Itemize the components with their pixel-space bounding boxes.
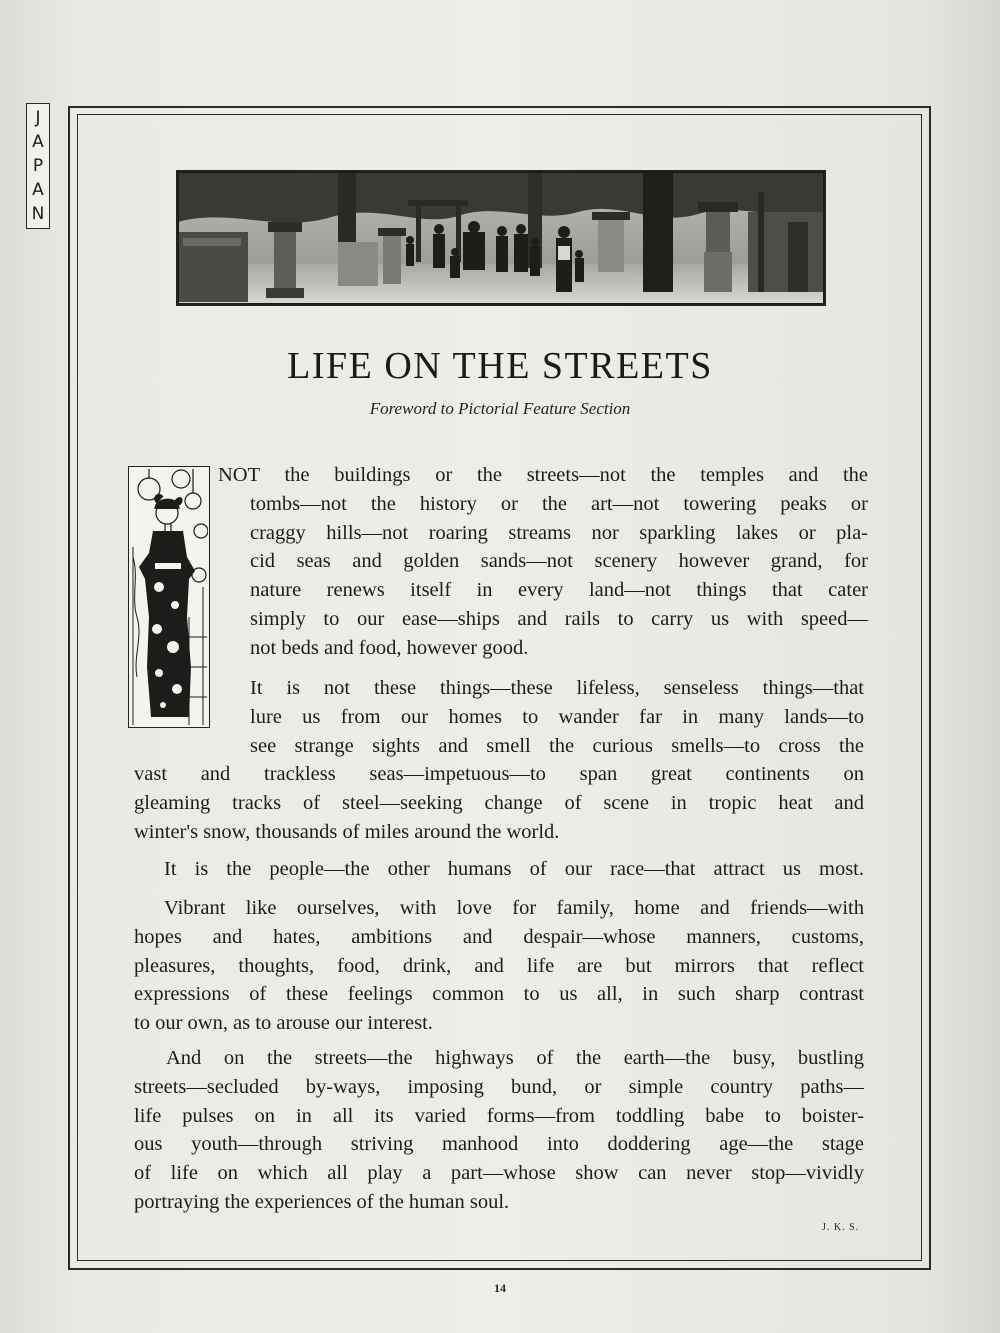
text-line: gleaming tracks of steel—seeking change of scene in tropic heat and — [134, 792, 864, 815]
text-line: life pulses on in all its varied forms—from toddling babe to boister- — [134, 1104, 864, 1127]
paragraph-2 — [134, 674, 864, 847]
page-title: LIFE ON THE STREETS — [287, 345, 713, 387]
text-line: tombs—not the history or the art—not towering peaks or — [250, 492, 868, 515]
paragraph-1 — [218, 461, 868, 663]
text-line: streets—secluded by-ways, imposing bund, or simple country paths— — [134, 1075, 864, 1098]
text-line: And on the streets—the highways of the earth—the busy, bustling — [166, 1047, 864, 1069]
text-line: portraying the experiences of the human soul. — [134, 1190, 510, 1213]
text-line: pleasures, thoughts, food, drink, and life are but mirrors that reflect — [134, 954, 864, 977]
text-line: cid seas and golden sands—not scenery however grand, for — [250, 550, 868, 573]
side-tab-letter: J — [35, 107, 41, 128]
text-line: of life on which all play a part—whose show can never stop—vividly — [134, 1162, 864, 1185]
text-line: It is not these things—these lifeless, senseless things—that — [250, 677, 864, 699]
text-line: expressions of these feelings common to us all, in such sharp contrast — [134, 983, 864, 1006]
text-line: NOT the buildings or the streets—not the temples and the — [218, 464, 868, 486]
text-line: to our own, as to arouse our interest. — [134, 1012, 433, 1035]
text-line: not beds and food, however good. — [250, 636, 529, 659]
paragraph-5 — [134, 1044, 864, 1217]
author-initials: J. K. S. — [822, 1222, 860, 1233]
text-line: winter's snow, thousands of miles around the world. — [134, 820, 560, 843]
paragraph-3 — [134, 855, 864, 884]
side-tab-letter: N — [31, 203, 45, 224]
street-photo-banner — [176, 170, 826, 306]
page-subtitle: Foreword to Pictorial Feature Section — [369, 399, 631, 418]
text-line: nature renews itself in every land—not things that cater — [250, 579, 868, 602]
text-line: vast and trackless seas—impetuous—to span great continents on — [134, 763, 864, 786]
country-side-tab — [26, 103, 50, 229]
text-line: lure us from our homes to wander far in many lands—to — [250, 705, 864, 728]
text-line: simply to our ease—ships and rails to carry us with speed— — [250, 607, 868, 630]
text-line: Vibrant like ourselves, with love for family, home and friends—with — [164, 897, 864, 919]
text-line: hopes and hates, ambitions and despair—whose manners, customs, — [134, 925, 864, 948]
text-line: see strange sights and smell the curious smells—to cross the — [250, 734, 864, 757]
side-tab-letter: A — [32, 179, 44, 200]
page-number: 14 — [494, 1281, 506, 1295]
side-tab-letter: P — [32, 155, 44, 176]
text-line: ous youth—through striving manhood into doddering age—the stage — [134, 1133, 864, 1156]
side-tab-letter: A — [32, 131, 44, 152]
paragraph-4 — [134, 894, 864, 1038]
text-line: craggy hills—not roaring streams nor sparkling lakes or pla- — [250, 521, 868, 544]
text-line: It is the people—the other humans of our race—that attract us most. — [164, 858, 864, 880]
